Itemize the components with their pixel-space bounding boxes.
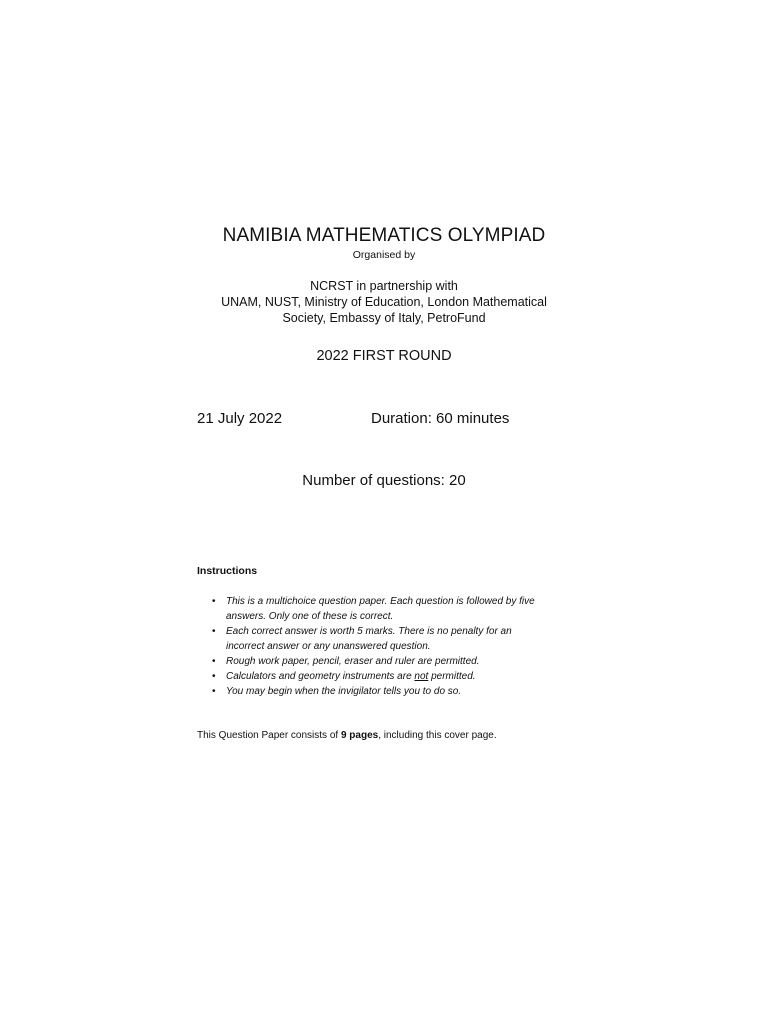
bullet-icon: • [212, 686, 216, 697]
instruction-text: Rough work paper, pencil, eraser and ruler are permitted. [226, 656, 480, 667]
exam-date: 21 July 2022 [197, 410, 283, 427]
instructions-list [212, 594, 566, 699]
instruction-line: This is a multichoice question paper. Each question is followed by five [226, 596, 535, 607]
page-count-bold: 9 pages [340, 730, 379, 741]
partners-block [0, 278, 768, 326]
instructions-heading: Instructions [197, 565, 258, 577]
organised-by-label: Organised by [352, 249, 416, 261]
bullet-icon: • [212, 656, 216, 667]
underlined-word: not [414, 671, 429, 682]
page-count-note [197, 730, 497, 741]
bullet-icon: • [212, 671, 216, 682]
instruction-suffix: permitted. [428, 671, 476, 682]
page-count-prefix: This Question Paper consists of [197, 730, 341, 741]
round-title: 2022 FIRST ROUND [316, 348, 452, 364]
document-title: NAMIBIA MATHEMATICS OLYMPIAD [222, 225, 546, 246]
bullet-icon: • [212, 596, 216, 607]
partners-line: Society, Embassy of Italy, PetroFund [282, 311, 486, 325]
instruction-item [212, 669, 566, 684]
partners-line: UNAM, NUST, Ministry of Education, London Mathematical [221, 295, 547, 309]
instruction-line: incorrect answer or any unanswered question. [226, 641, 431, 652]
page-count-suffix: , including this cover page. [378, 730, 497, 741]
instruction-item [212, 684, 566, 699]
instruction-text: You may begin when the invigilator tells you to do so. [226, 686, 462, 697]
instruction-line: answers. Only one of these is correct. [226, 611, 394, 622]
exam-duration: Duration: 60 minutes [371, 410, 510, 427]
question-count: Number of questions: 20 [302, 472, 466, 489]
instruction-item [212, 594, 566, 624]
instruction-item [212, 624, 566, 654]
partners-line: NCRST in partnership with [310, 279, 458, 293]
instruction-prefix: Calculators and geometry instruments are [226, 671, 415, 682]
instruction-line: Each correct answer is worth 5 marks. There is no penalty for an [226, 626, 512, 637]
bullet-icon: • [212, 626, 216, 637]
instruction-item [212, 654, 566, 669]
